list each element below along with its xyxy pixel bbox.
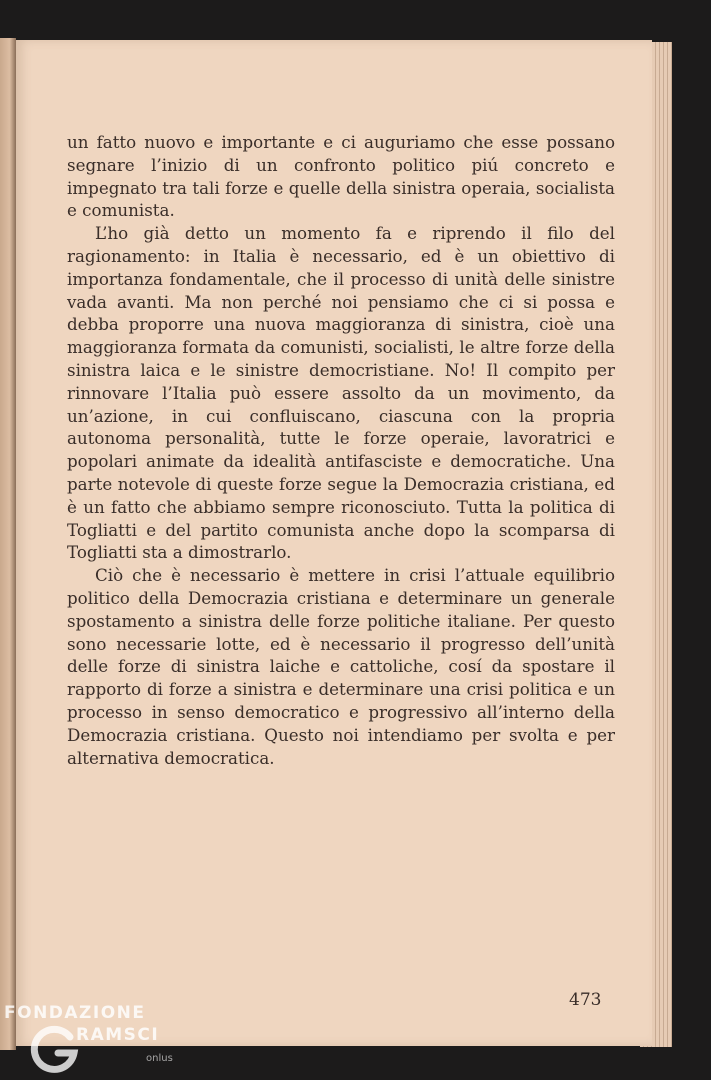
paragraph-2: L’ho già detto un momento fa e riprendo il filo del ragionamento: in Italia è necessario, ed è un obiettivo di importanza fondamentale, che il processo di unità delle sinistre vada avanti. Ma non perché noi pensiamo che ci si possa e debba proporre una nuova maggioranza di sinistra, cioè una maggioranza formata da comunisti, socialisti, le altre forze della sinistra laica e le sinistre democristiane. No! Il compito per rinnovare l’Italia può essere assolto da un movimento, da un’azione, in cui confluiscano, ciascuna con la propria autonoma personalità, tutte le forze operaie, lavoratrici e popolari animate da idealità antifasciste e democratiche. Una parte notevole di queste forze segue la Democrazia cristiana, ed è un fatto che abbiamo sempre riconosciuto. Tutta la politica di Togliatti e del partito comunista anche dopo la scomparsa di Togliatti sta a dimostrarlo. xyxy=(67,223,615,563)
previous-page-edge xyxy=(0,38,16,1050)
gramsci-g-logo-icon xyxy=(30,1023,80,1073)
body-text xyxy=(67,131,615,769)
paragraph-3: Ciò che è necessario è mettere in crisi l’attuale equilibrio politico della Democrazia cristiana e determinare un generale spostamento a sinistra delle forze politiche italiane. Per questo sono necessarie lotte, ed è necessario il progresso dell’unità delle forze di sinistra laiche e cattoliche, cosí da spostare il rapporto di forze a sinistra e determinare una crisi politica e un processo in senso democratico e progressivo all’interno della Democrazia cristiana. Questo noi intendiamo per svolta e per alternativa democratica. xyxy=(67,565,615,768)
watermark-line-2: RAMSCI xyxy=(76,1025,160,1045)
watermark-line-1: FONDAZIONE xyxy=(4,1003,146,1023)
book-page xyxy=(16,40,652,1046)
paragraph-1: un fatto nuovo e importante e ci auguriamo che esse possano segnare l’inizio di un confronto politico piú concreto e impegnato tra tali forze e quelle della sinistra operaia, socialista e comunista. xyxy=(67,132,615,221)
page-number: 473 xyxy=(569,990,602,1010)
watermark-onlus: onlus xyxy=(146,1053,173,1064)
fondazione-gramsci-watermark xyxy=(4,1003,184,1073)
